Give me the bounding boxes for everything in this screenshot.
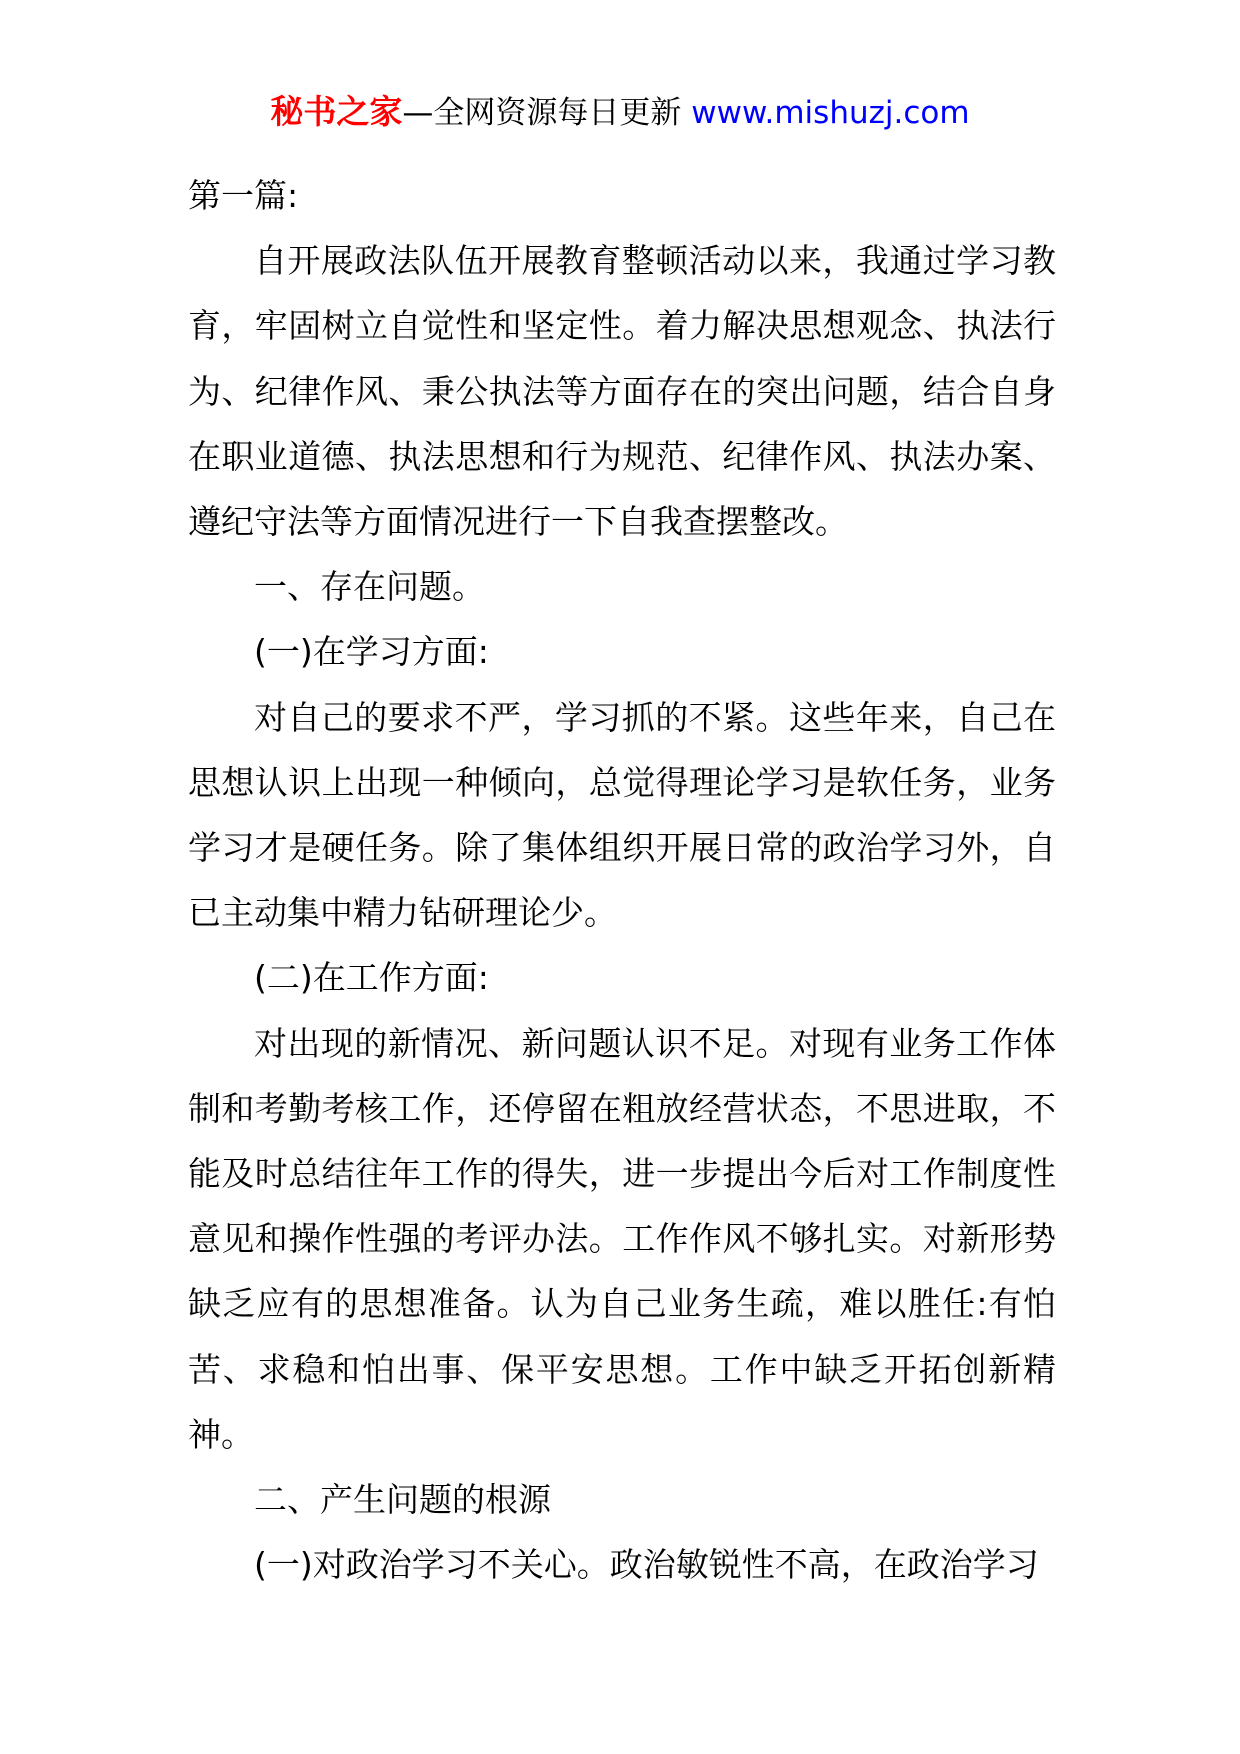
site-url[interactable]: www.mishuzj.com <box>691 95 970 131</box>
section-heading-problems: 一、存在问题。 <box>254 567 485 607</box>
root-cause-paragraph: (一)对政治学习不关心。政治敏锐性不高，在政治学习 <box>254 1545 1039 1585</box>
section-heading-root-causes: 二、产生问题的根源 <box>254 1480 551 1520</box>
work-paragraph: 对出现的新情况、新问题认识不足。对现有业务工作体制和考勤考核工作，还停留在粗放经营状态，不思进取，不能及时总结往年工作的得失，进一步提出今后对工作制度性意见和操作性强的考评办法。工作作风不够扎实。对新形势缺乏应有的思想准备。认为自己业务生疏，难以胜任:有怕苦、求稳和怕出事、保平安思想。工作中缺乏开拓创新精神。 <box>188 1023 1056 1454</box>
brand-name: 秘书之家 <box>270 92 403 131</box>
chapter-title: 第一篇: <box>188 176 299 215</box>
header-slogan: —全网资源每日更新 <box>402 95 682 131</box>
subsection-heading-study: (一)在学习方面: <box>254 632 489 672</box>
site-header <box>0 92 1240 133</box>
subsection-heading-work: (二)在工作方面: <box>254 958 489 998</box>
study-paragraph: 对自己的要求不严，学习抓的不紧。这些年来，自己在思想认识上出现一种倾向，总觉得理论学习是软任务，业务学习才是硬任务。除了集体组织开展日常的政治学习外，自已主动集中精力钻研理论少。 <box>188 697 1056 933</box>
intro-paragraph: 自开展政法队伍开展教育整顿活动以来，我通过学习教育，牢固树立自觉性和坚定性。着力解决思想观念、执法行为、纪律作风、秉公执法等方面存在的突出问题，结合自身在职业道德、执法思想和行为规范、纪律作风、执法办案、遵纪守法等方面情况进行一下自我查摆整改。 <box>188 241 1056 542</box>
document-body <box>188 163 1056 1597</box>
